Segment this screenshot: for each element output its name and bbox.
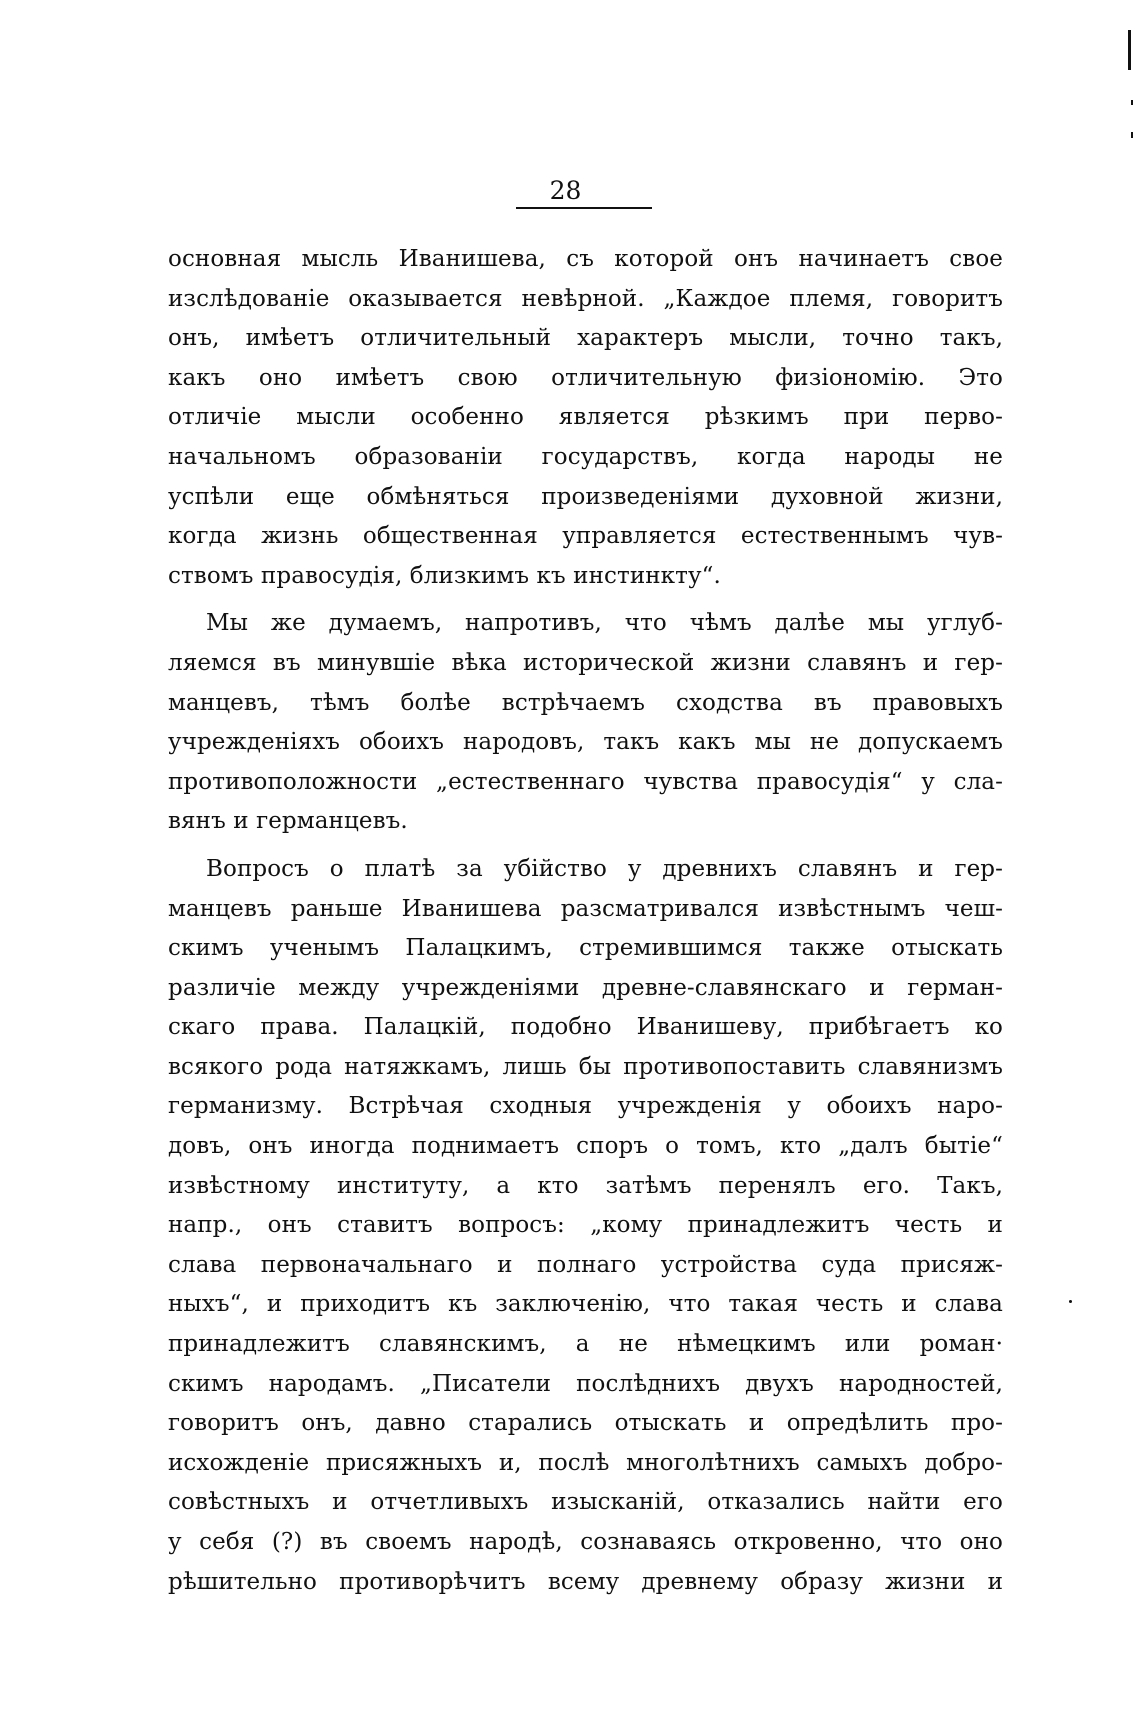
scan-speck [1069, 1300, 1072, 1303]
text-line: изслѣдованіе оказывается невѣрной. „Каждое племя, говоритъ [168, 285, 1003, 312]
scan-edge-mark [1131, 132, 1133, 138]
paragraph-1 [168, 240, 1003, 596]
text-line: манцевъ, тѣмъ болѣе встрѣчаемъ сходства въ правовыхъ [168, 689, 1003, 716]
text-line: извѣстному институту, а кто затѣмъ перенялъ его. Такъ, [168, 1172, 1003, 1199]
text-line: когда жизнь общественная управляется естественнымъ чув- [168, 523, 1003, 550]
page-number: 28 [549, 176, 582, 205]
text-line: германизму. Встрѣчая сходныя учрежденія у обоихъ наро- [168, 1093, 1003, 1120]
text-line: вянъ и германцевъ. [168, 808, 408, 835]
text-line: скимъ народамъ. „Писатели послѣднихъ двухъ народностей, [168, 1370, 1003, 1397]
text-line: какъ оно имѣетъ свою отличительную физіономію. Это [168, 364, 1003, 391]
paragraph-gap [168, 842, 1003, 850]
text-line: скимъ ученымъ Палацкимъ, стремившимся также отыскать [168, 935, 1003, 962]
text-line: говоритъ онъ, давно старались отыскать и опредѣлить про- [168, 1410, 1003, 1437]
text-line: Мы же думаемъ, напротивъ, что чѣмъ далѣе мы углуб- [206, 610, 1003, 637]
text-line: исхожденіе присяжныхъ и, послѣ многолѣтнихъ самыхъ добро- [168, 1449, 1003, 1476]
text-line: скаго права. Палацкій, подобно Иванишеву, прибѣгаетъ ко [168, 1014, 1003, 1041]
text-line: рѣшительно противорѣчитъ всему древнему образу жизни и [168, 1568, 1003, 1595]
text-line: у себя (?) въ своемъ народѣ, сознаваясь откровенно, что оно [168, 1529, 1003, 1555]
text-line: ныхъ“, и приходитъ къ заключенію, что такая честь и слава [168, 1291, 1003, 1318]
text-line: принадлежитъ славянскимъ, а не нѣмецкимъ или роман· [168, 1331, 1003, 1358]
text-line: слава первоначальнаго и полнаго устройства суда присяж- [168, 1251, 1003, 1278]
scan-edge-mark [1131, 100, 1133, 105]
text-line: начальномъ образованіи государствъ, когда народы не [168, 443, 1003, 470]
page-number-rule [516, 207, 652, 209]
text-body [168, 240, 1003, 1602]
text-line: довъ, онъ иногда поднимаетъ споръ о томъ, кто „далъ бытіе“ [168, 1133, 1003, 1160]
text-line: успѣли еще обмѣняться произведеніями духовной жизни, [168, 483, 1003, 510]
paragraph-gap [168, 596, 1003, 604]
text-line: совѣстныхъ и отчетливыхъ изысканій, отказались найти его [168, 1489, 1003, 1516]
text-line: ствомъ правосудія, близкимъ къ инстинкту“. [168, 562, 721, 589]
text-line: отличіе мысли особенно является рѣзкимъ при перво- [168, 404, 1003, 431]
text-line: онъ, имѣетъ отличительный характеръ мысли, точно такъ, [168, 325, 1003, 352]
text-line: ляемся въ минувшіе вѣка исторической жизни славянъ и гер- [168, 649, 1003, 676]
paragraph-2 [168, 604, 1003, 842]
scan-edge-mark [1128, 30, 1131, 70]
paragraph-3 [168, 850, 1003, 1602]
text-line: учрежденіяхъ обоихъ народовъ, такъ какъ мы не допускаемъ [168, 729, 1003, 756]
text-line: всякого рода натяжкамъ, лишь бы противопоставить славянизмъ [168, 1053, 1003, 1080]
text-line: различіе между учрежденіями древне-славянскаго и герман- [168, 974, 1003, 1001]
text-line: Вопросъ о платѣ за убійство у древнихъ славянъ и гер- [206, 855, 1003, 882]
text-line: основная мысль Иванишева, съ которой онъ начинаетъ свое [168, 246, 1003, 272]
text-line: манцевъ раньше Иванишева разсматривался извѣстнымъ чеш- [168, 895, 1003, 922]
text-line: противоположности „естественнаго чувства правосудія“ у сла- [168, 768, 1003, 795]
text-line: напр., онъ ставитъ вопросъ: „кому принадлежитъ честь и [168, 1212, 1003, 1239]
